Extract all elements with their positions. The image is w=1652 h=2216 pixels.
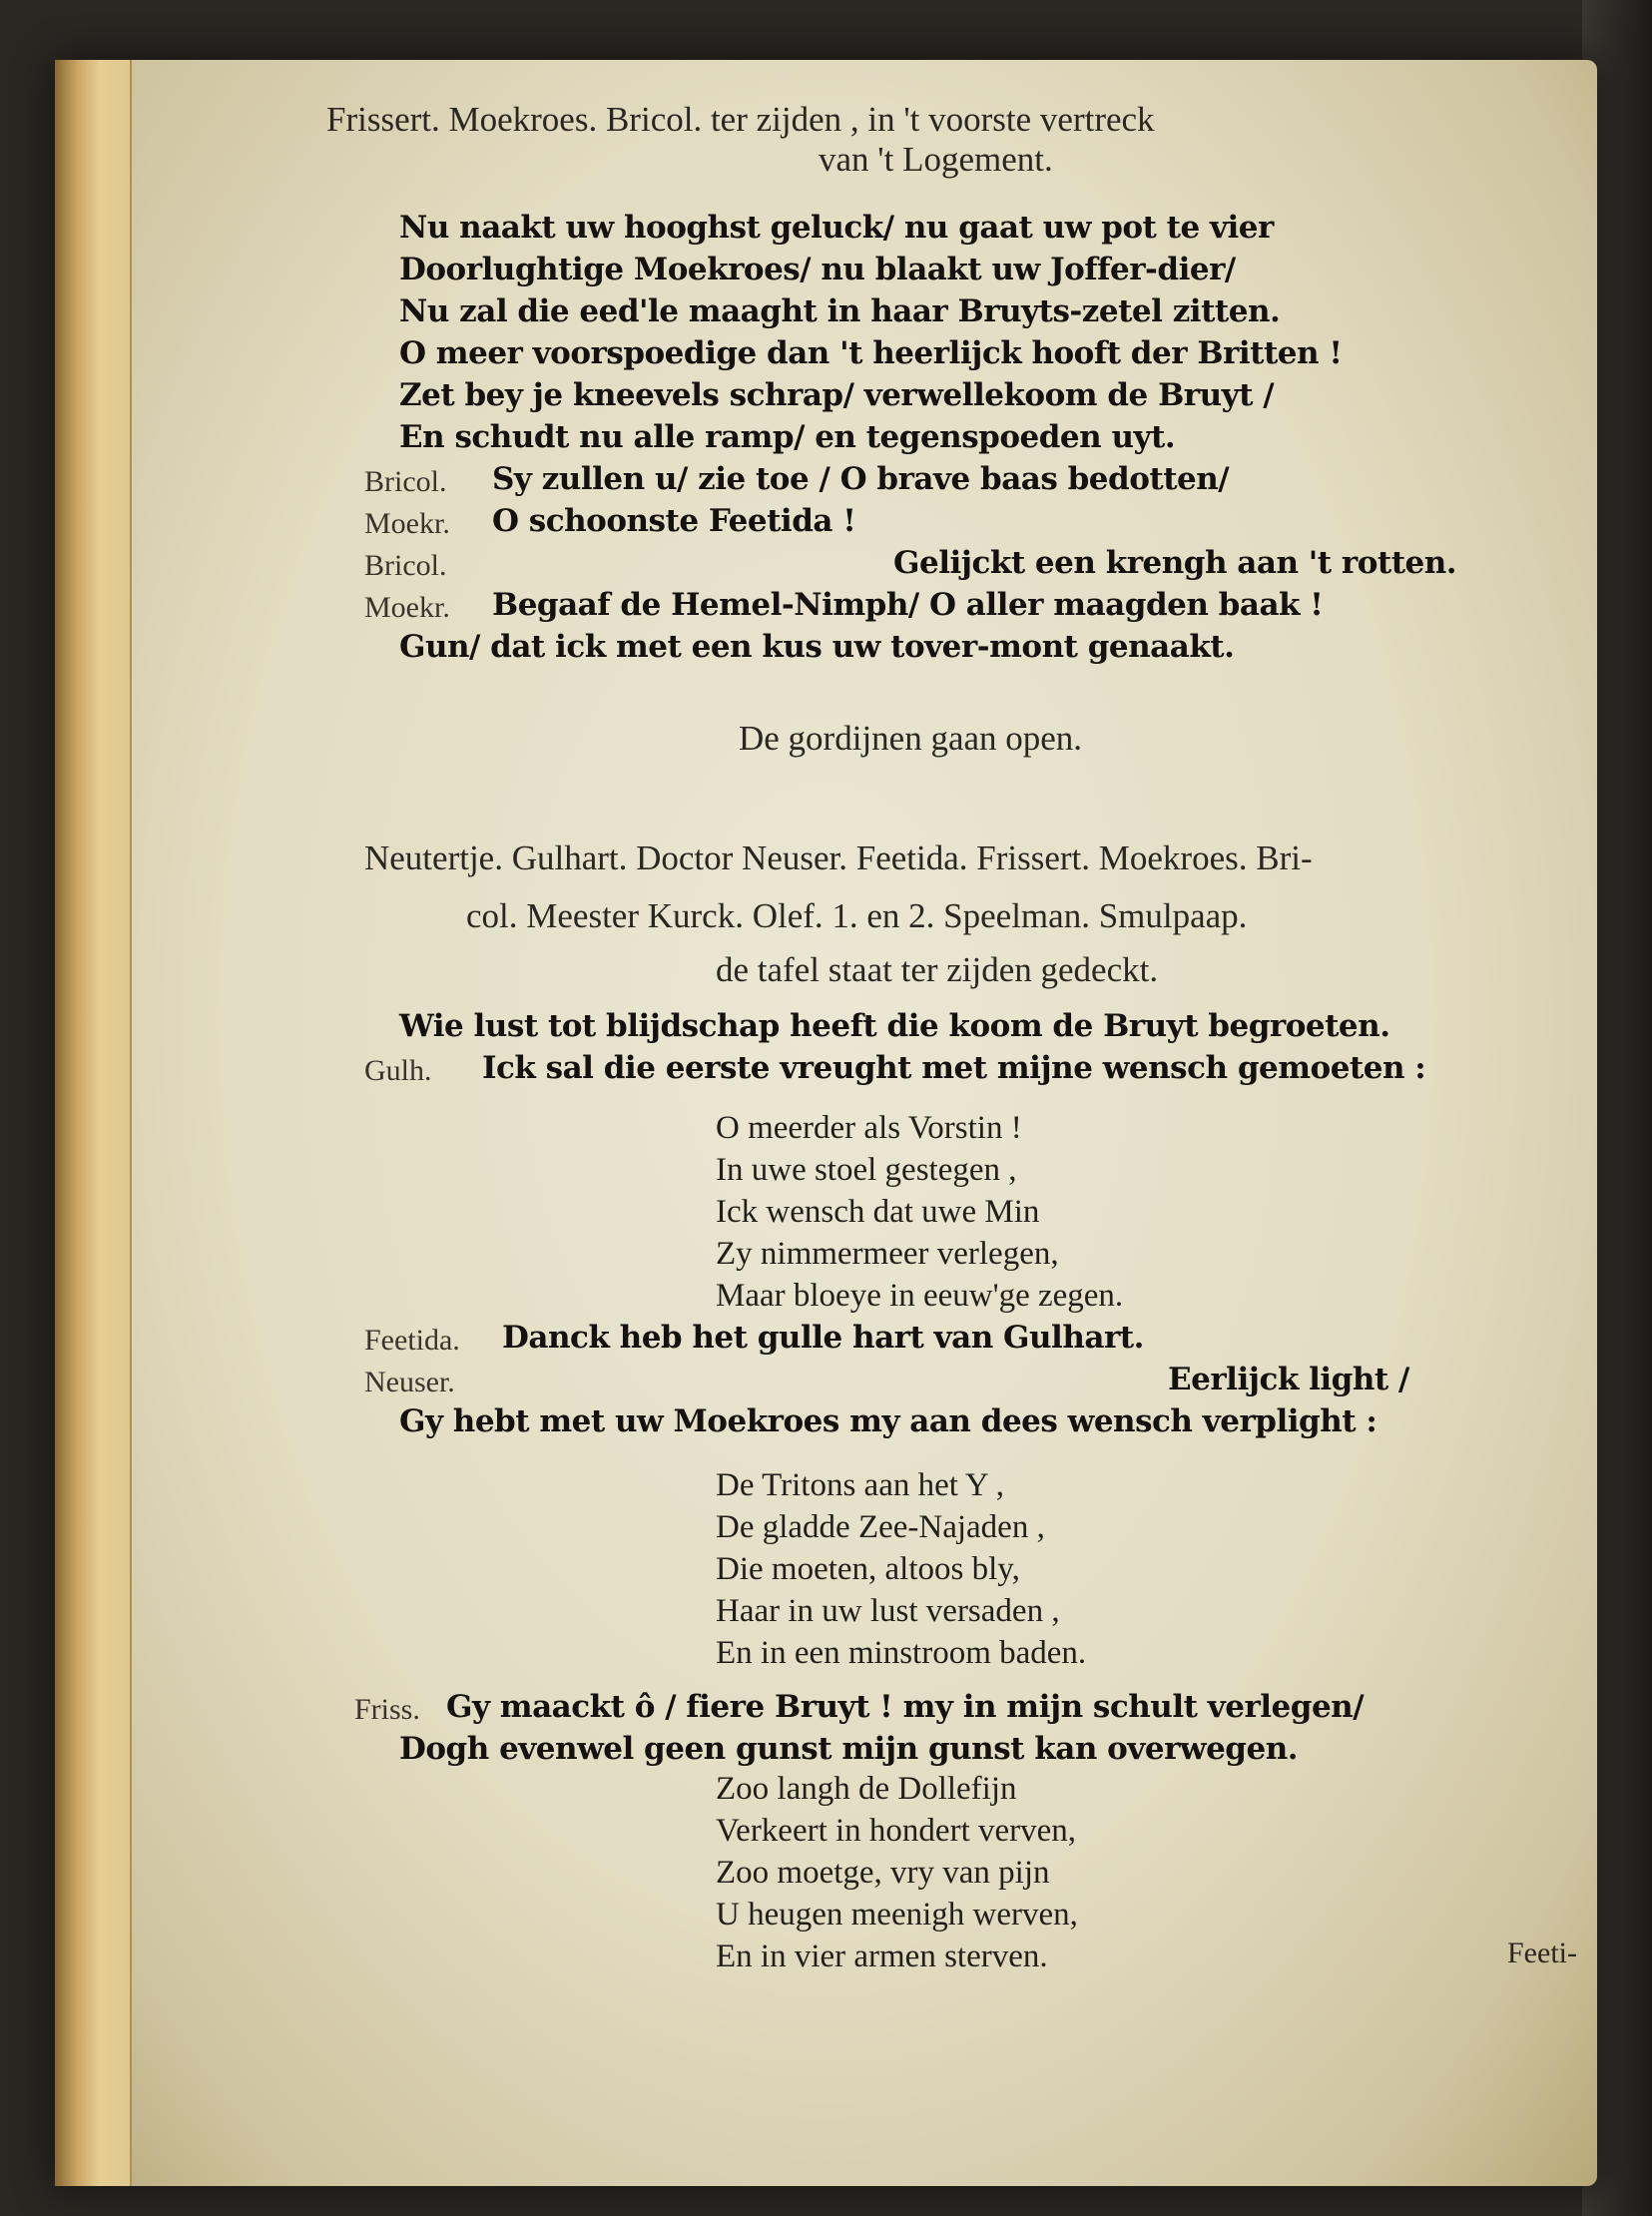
verse-line: En in een minstroom baden. xyxy=(716,1635,1087,1671)
speaker-label: Feetida. xyxy=(364,1324,460,1357)
page-gutter xyxy=(55,60,132,2186)
verse-line: Ick wensch dat uwe Min xyxy=(716,1194,1040,1230)
opening-verse-line: Nu naakt uw hooghst geluck/ nu gaat uw pot te vier xyxy=(399,210,1274,246)
verse-line: Maar bloeye in eeuw'ge zegen. xyxy=(716,1278,1124,1314)
scene-cast-line-2: col. Meester Kurck. Olef. 1. en 2. Speelman. Smulpaap. xyxy=(466,896,1248,935)
verse-line: U heugen meenigh werven, xyxy=(716,1897,1078,1933)
dialogue-line: Gun/ dat ick met een kus uw tover-mont genaakt. xyxy=(399,629,1235,665)
dialogue-line: O schoonste Feetida ! xyxy=(492,503,856,539)
verse-line: Haar in uw lust versaden , xyxy=(716,1593,1060,1629)
opening-verse-line: Zet bey je kneevels schrap/ verwellekoom de Bruyt / xyxy=(399,377,1275,413)
book-page xyxy=(55,60,1597,2186)
dialogue-line: Eerlijck light / xyxy=(1168,1362,1409,1397)
opening-verse-line: Doorlughtige Moekroes/ nu blaakt uw Joffer-dier/ xyxy=(399,252,1236,287)
speaker-label: Moekr. xyxy=(364,591,450,624)
dialogue-line: Dogh evenwel geen gunst mijn gunst kan overwegen. xyxy=(399,1731,1299,1767)
verse-line: En in vier armen sterven. xyxy=(716,1939,1048,1974)
speaker-label: Neuser. xyxy=(364,1366,455,1398)
speaker-label: Bricol. xyxy=(364,465,447,498)
dialogue-line: Gy hebt met uw Moekroes my aan dees wensch verplight : xyxy=(399,1403,1377,1439)
dialogue-line: Danck heb het gulle hart van Gulhart. xyxy=(502,1320,1144,1356)
opening-verse-line: Nu zal die eed'le maaght in haar Bruyts-zetel zitten. xyxy=(399,293,1281,329)
page-text xyxy=(55,60,1597,2186)
verse-line: De gladde Zee-Najaden , xyxy=(716,1509,1045,1545)
verse-line: Zoo langh de Dollefijn xyxy=(716,1771,1017,1807)
dialogue-line: Wie lust tot blijdschap heeft die koom de Bruyt begroeten. xyxy=(399,1008,1390,1044)
scene-heading-line-1: Frissert. Moekroes. Bricol. ter zijden , in 't voorste vertreck xyxy=(326,100,1155,139)
verse-line: Die moeten, altoos bly, xyxy=(716,1551,1020,1587)
verse-line: Zy nimmermeer verlegen, xyxy=(716,1236,1059,1272)
verse-line: De Tritons aan het Y , xyxy=(716,1467,1005,1503)
speaker-label: Moekr. xyxy=(364,507,450,540)
scene-cast-line-3: de tafel staat ter zijden gedeckt. xyxy=(716,950,1159,989)
dialogue-line: Sy zullen u/ zie toe / O brave baas bedotten/ xyxy=(492,461,1230,497)
stage-direction: De gordijnen gaan open. xyxy=(739,719,1083,758)
scene-cast-line-1: Neutertje. Gulhart. Doctor Neuser. Feetida. Frissert. Moekroes. Bri- xyxy=(364,838,1313,877)
opening-verse-line: En schudt nu alle ramp/ en tegenspoeden uyt. xyxy=(399,419,1176,455)
speaker-label: Friss. xyxy=(354,1693,420,1726)
verse-line: O meerder als Vorstin ! xyxy=(716,1110,1022,1146)
dialogue-line: Gelijckt een krengh aan 't rotten. xyxy=(893,545,1457,581)
opening-verse-line: O meer voorspoedige dan 't heerlijck hooft der Britten ! xyxy=(399,335,1343,371)
verse-line: In uwe stoel gestegen , xyxy=(716,1152,1017,1188)
speaker-label: Bricol. xyxy=(364,549,447,582)
verse-line: Zoo moetge, vry van pijn xyxy=(716,1855,1050,1891)
dialogue-line: Ick sal die eerste vreught met mijne wensch gemoeten : xyxy=(482,1050,1426,1086)
scene-heading-line-2: van 't Logement. xyxy=(819,140,1053,179)
dialogue-line: Begaaf de Hemel-Nimph/ O aller maagden baak ! xyxy=(492,587,1324,623)
dialogue-line: Gy maackt ô / fiere Bruyt ! my in mijn schult verlegen/ xyxy=(446,1689,1365,1725)
verse-line: Verkeert in hondert verven, xyxy=(716,1813,1077,1849)
speaker-label: Gulh. xyxy=(364,1054,432,1087)
catchword: Feeti- xyxy=(1507,1937,1577,1969)
